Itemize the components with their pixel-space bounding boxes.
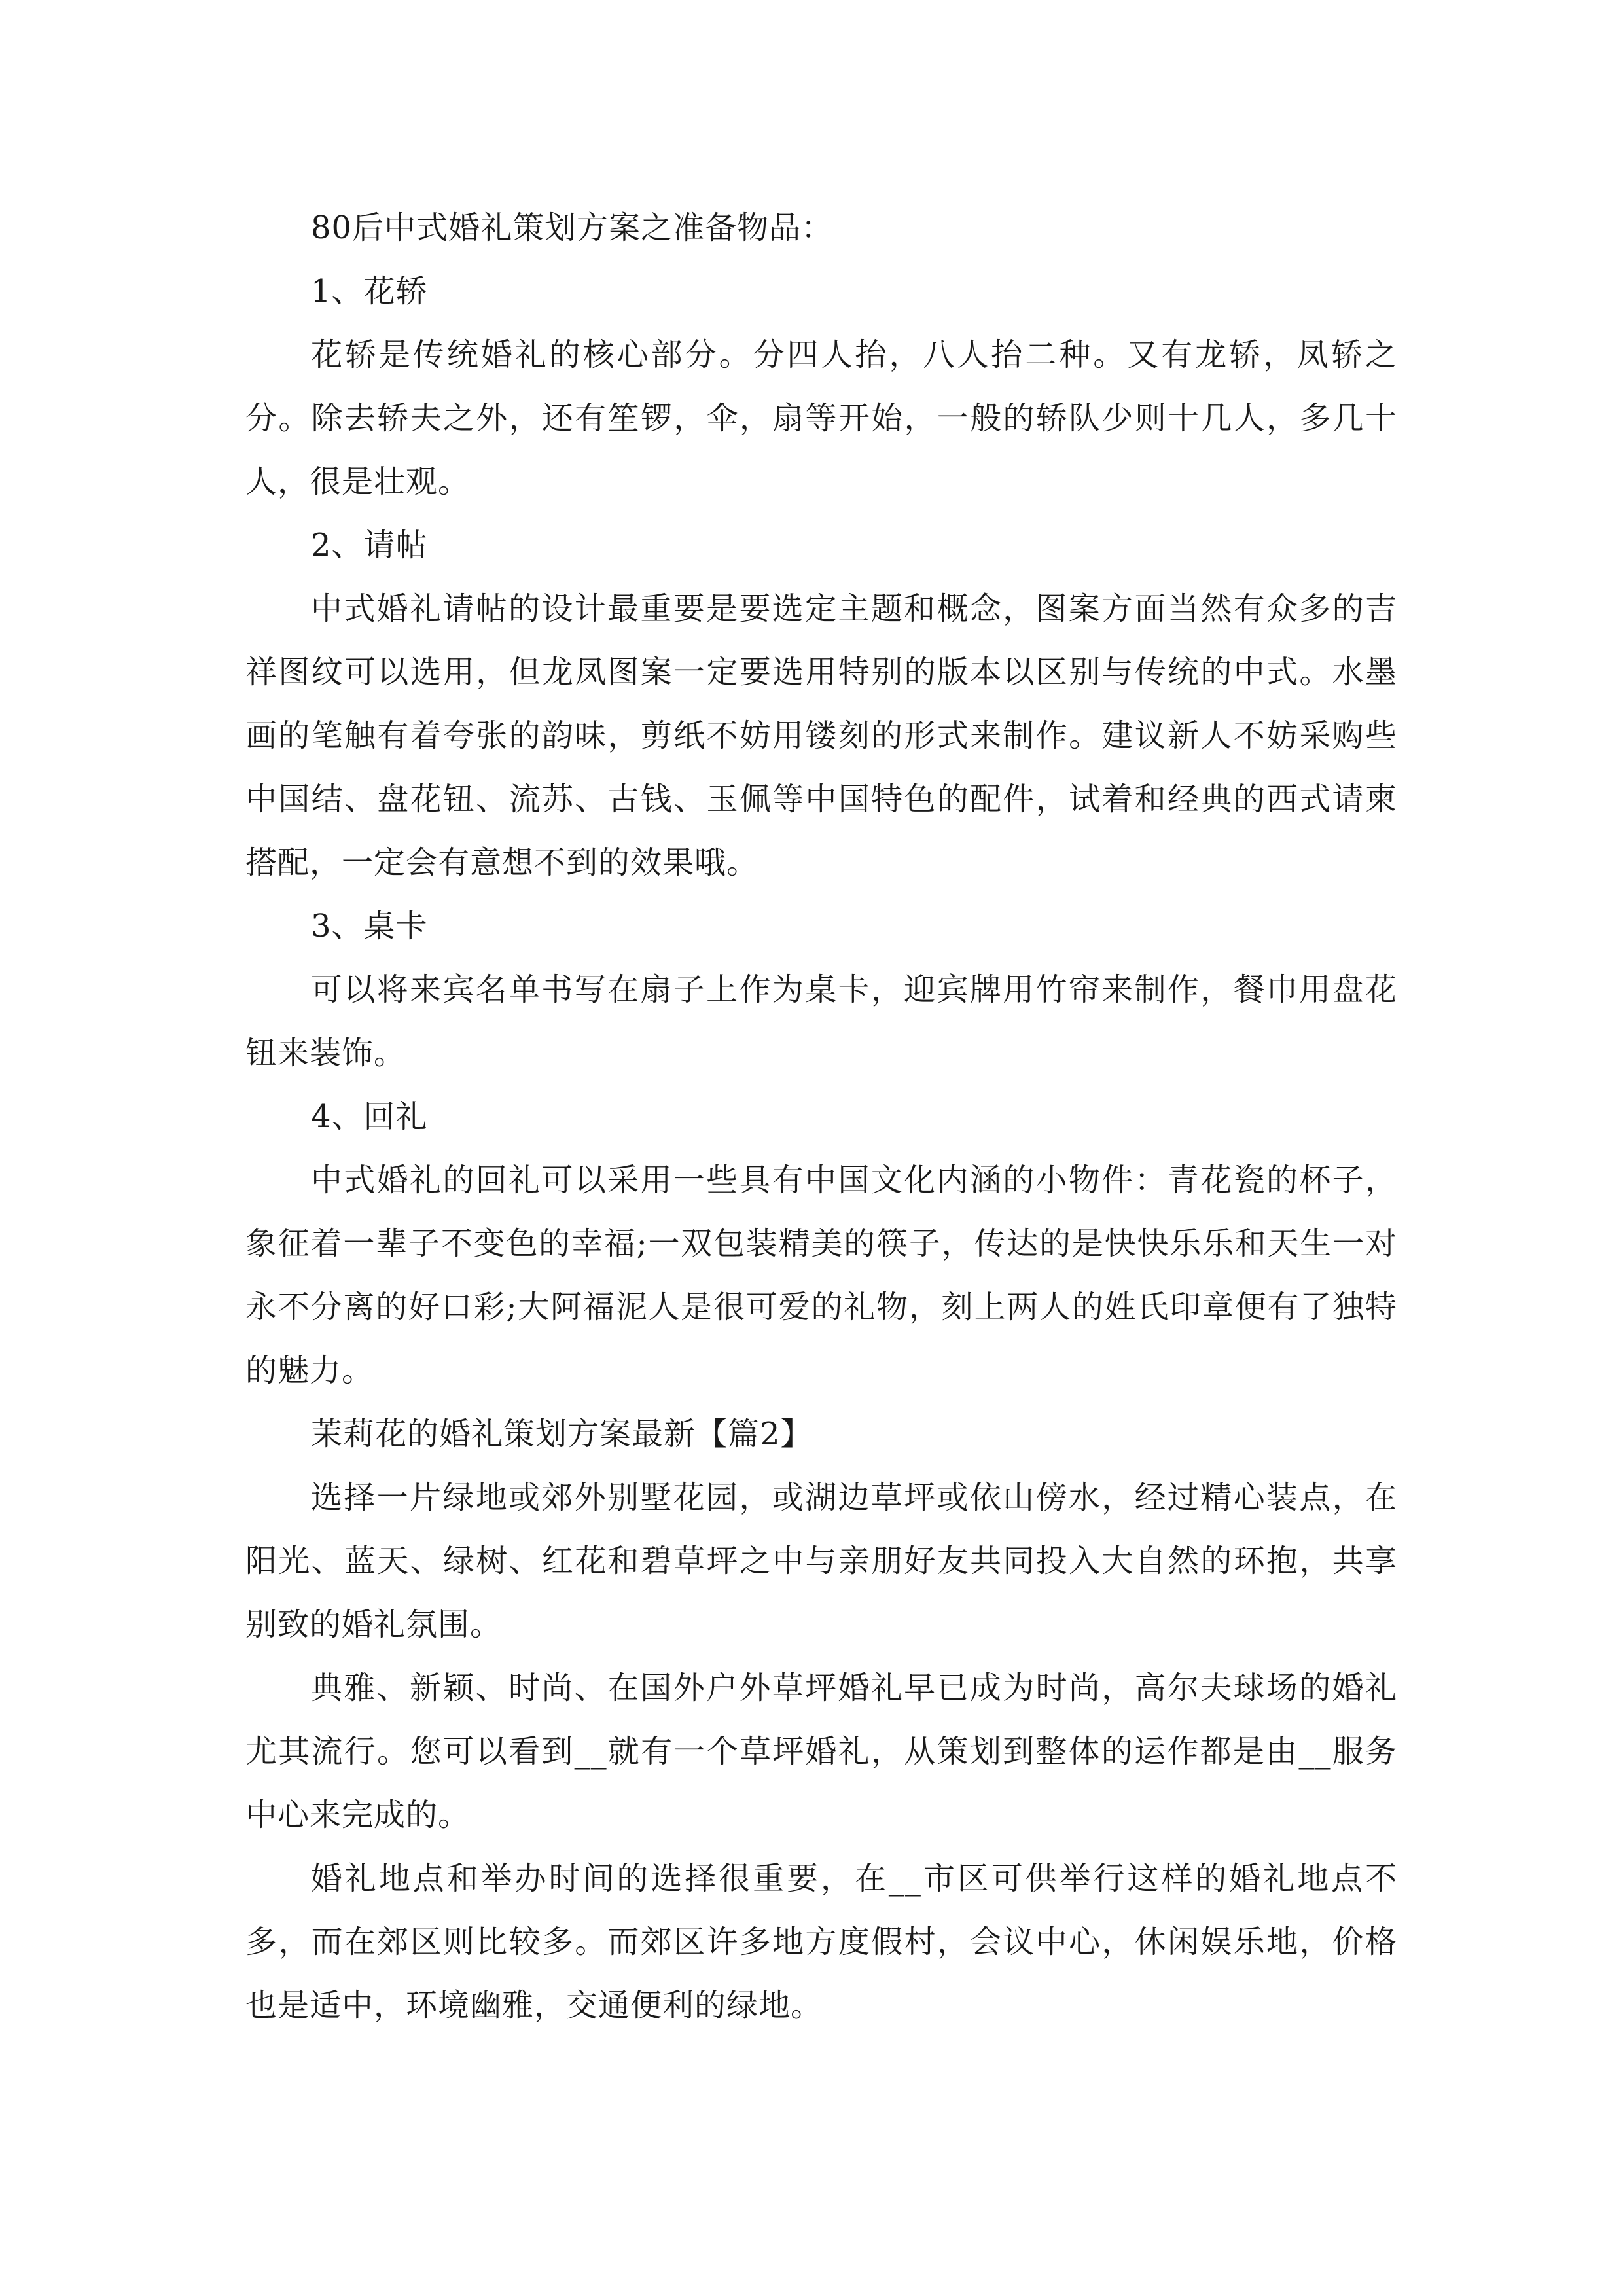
paragraph-venue-choice: 婚礼地点和举办时间的选择很重要，在__市区可供举行这样的婚礼地点不多，而在郊区则比较多。而郊区许多地方度假村，会议中心，休闲娱乐地，价格也是适中，环境幽雅，交通便利的绿地。 xyxy=(245,1860,1397,2024)
paragraph-lawn-trend: 典雅、新颖、时尚、在国外户外草坪婚礼早已成为时尚，高尔夫球场的婚礼尤其流行。您可以看到__就有一个草坪婚礼，从策划到整体的运作都是由__服务中心来完成的。 xyxy=(245,1670,1397,1833)
article-heading-part2: 茉莉花的婚礼策划方案最新【篇2】 xyxy=(311,1416,813,1452)
section-title: 80后中式婚礼策划方案之准备物品： xyxy=(311,209,834,246)
paragraph-sedan: 花轿是传统婚礼的核心部分。分四人抬，八人抬二种。又有龙轿，凤轿之分。除去轿夫之外，还有笙锣，伞，扇等开始，一般的轿队少则十几人，多几十人，很是壮观。 xyxy=(245,336,1397,500)
item-heading-table-card: 3、桌卡 xyxy=(311,908,428,944)
item-heading-return-gift: 4、回礼 xyxy=(311,1098,428,1135)
paragraph-invitation: 中式婚礼请帖的设计最重要是要选定主题和概念，图案方面当然有众多的吉祥图纹可以选用，但龙凤图案一定要选用特别的版本以区别与传统的中式。水墨画的笔触有着夸张的韵味，剪纸不妨用镂刻的形式来制作。建议新人不妨采购些中国结、盘花钮、流苏、古钱、玉佩等中国特色的配件，试着和经典的西式请柬搭配，一定会有意想不到的效果哦。 xyxy=(245,590,1397,881)
item-heading-invitation: 2、请帖 xyxy=(311,527,428,564)
paragraph-lawn-intro: 选择一片绿地或郊外别墅花园，或湖边草坪或依山傍水，经过精心装点，在阳光、蓝天、绿树、红花和碧草坪之中与亲朋好友共同投入大自然的环抱，共享别致的婚礼氛围。 xyxy=(245,1479,1397,1643)
paragraph-return-gift: 中式婚礼的回礼可以采用一些具有中国文化内涵的小物件：青花瓷的杯子，象征着一辈子不变色的幸福;一双包装精美的筷子，传达的是快快乐乐和天生一对永不分离的好口彩;大阿福泥人是很可爱的礼物，刻上两人的姓氏印章便有了独特的魅力。 xyxy=(245,1162,1397,1389)
document-body xyxy=(245,196,1397,2037)
item-heading-sedan: 1、花轿 xyxy=(311,273,428,310)
paragraph-table-card: 可以将来宾名单书写在扇子上作为桌卡，迎宾牌用竹帘来制作，餐巾用盘花钮来装饰。 xyxy=(245,971,1397,1071)
